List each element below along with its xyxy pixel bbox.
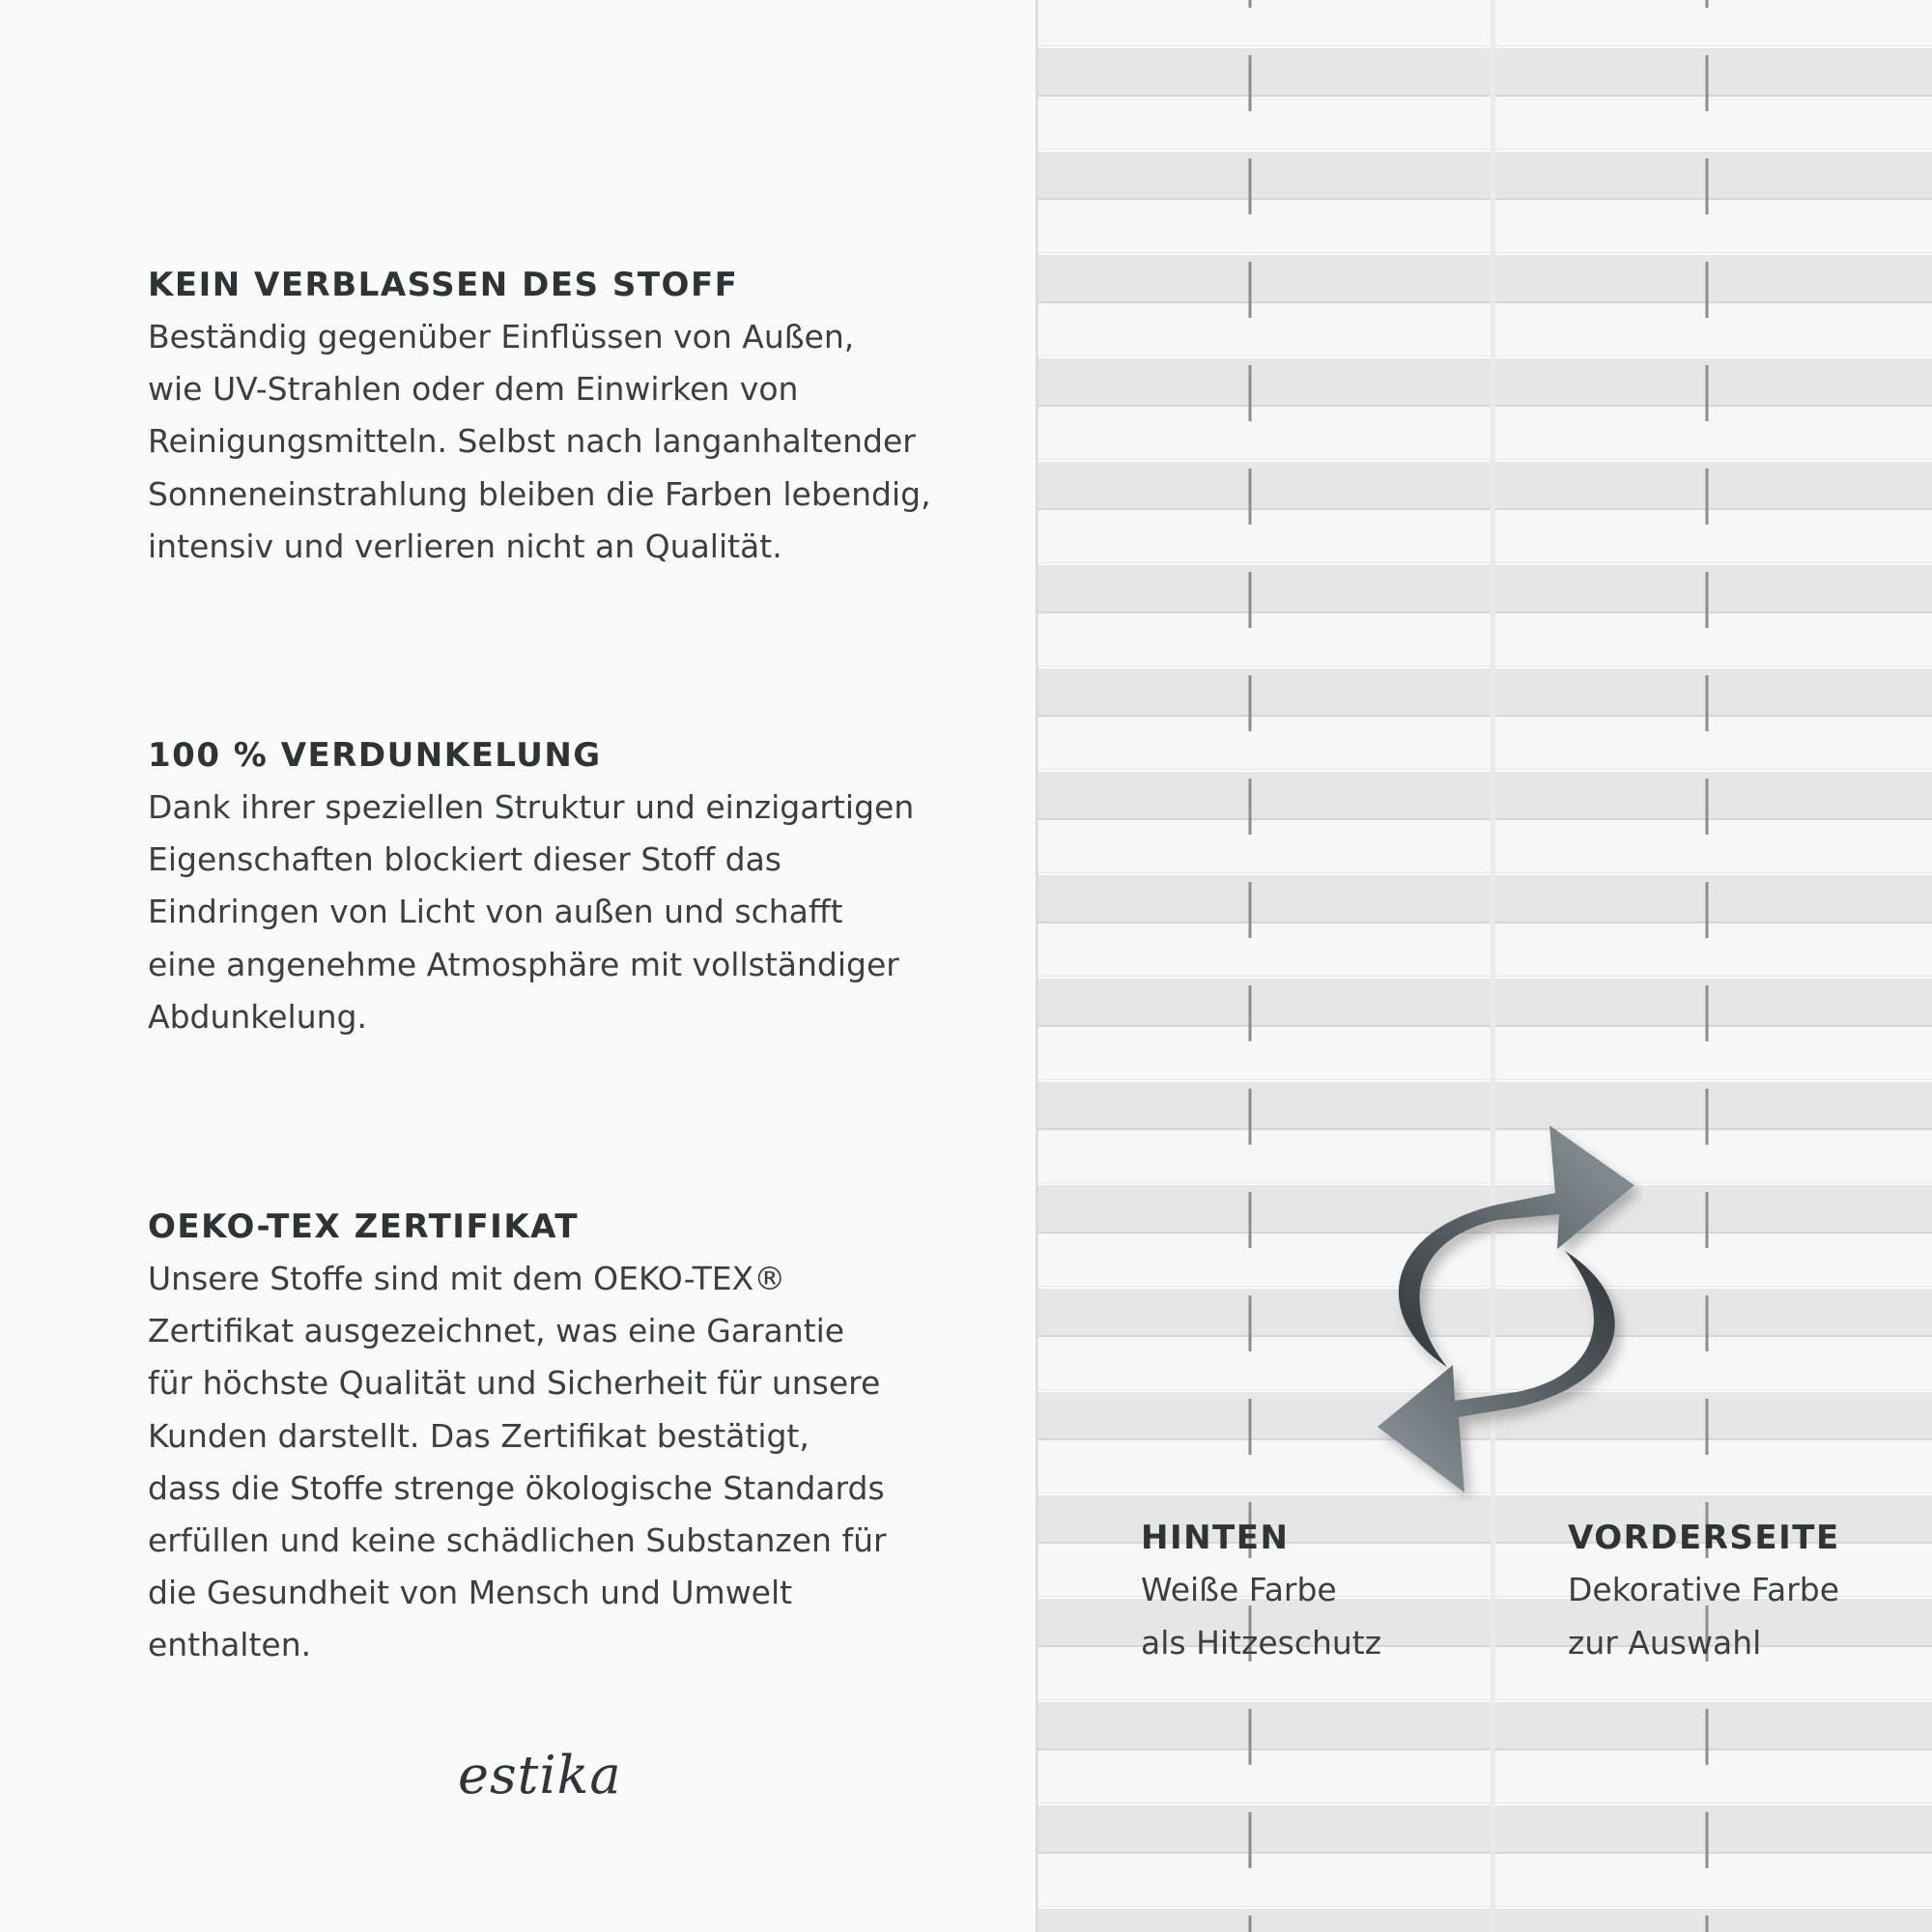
feature-description: Unsere Stoffe sind mit dem OEKO-TEX® Zertifikat ausgezeichnet, was eine Garantie für höchste Qualität und Sicherheit für unsere Kunden darstellt. Das Zertifikat bestätigt, dass die Stoffe strenge ökologische Standards erfüllen und keine schädlichen Substanzen für die Gesundheit von Mensch und Umwelt enthalten.	[148, 1260, 887, 1664]
feature-title: KEIN VERBLASSEN DES STOFF	[148, 266, 739, 304]
brand-logo: estika	[458, 1745, 622, 1805]
front-side-title: VORDERSEITE	[1568, 1519, 1840, 1557]
feature-oeko-tex	[148, 1201, 998, 1672]
feature-fade-resistance	[148, 259, 998, 573]
swap-arrows-icon	[1372, 1125, 1642, 1502]
back-side-label	[1141, 1512, 1381, 1669]
feature-description: Dank ihrer speziellen Struktur und einzigartigen Eigenschaften blockiert dieser Stoff das Eindringen von Licht von außen und schafft eine angenehme Atmosphäre mit vollständiger Abdunkelung.	[148, 788, 915, 1036]
feature-blackout	[148, 729, 998, 1043]
back-side-description: Weiße Farbe als Hitzeschutz	[1141, 1571, 1382, 1662]
feature-title: 100 % VERDUNKELUNG	[148, 736, 602, 775]
front-side-description: Dekorative Farbe zur Auswahl	[1568, 1571, 1840, 1662]
front-side-label	[1568, 1512, 1840, 1669]
feature-description: Beständig gegenüber Einflüssen von Außen, wie UV-Strahlen oder dem Einwirken von Reinigungsmitteln. Selbst nach langanhaltender Sonneneinstrahlung bleiben die Farben lebendig, intensiv und verlieren nicht an Qualität.	[148, 318, 931, 565]
back-side-title: HINTEN	[1141, 1519, 1290, 1557]
feature-title: OEKO-TEX ZERTIFIKAT	[148, 1208, 580, 1246]
